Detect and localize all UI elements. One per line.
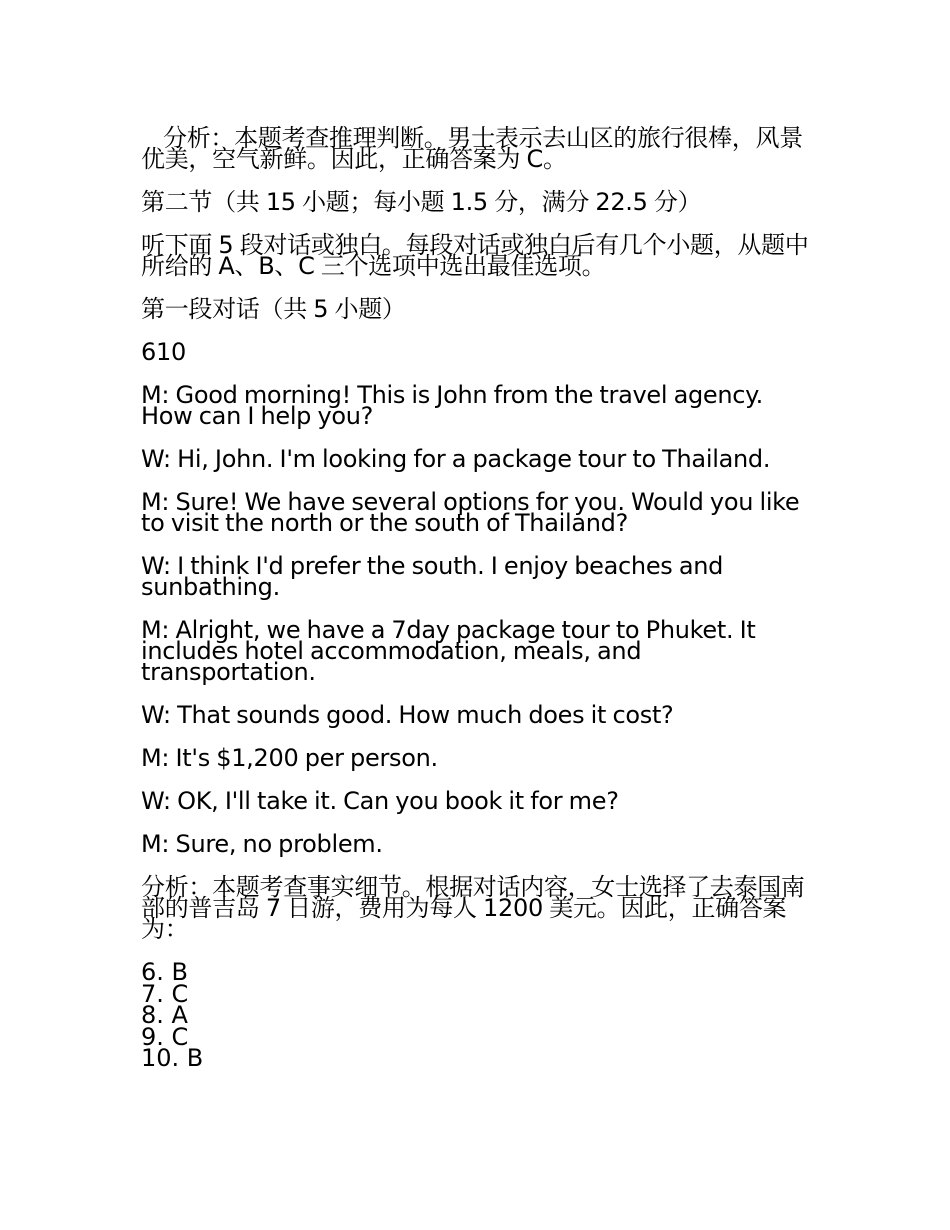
dialogue-line: M: Alright, we have a 7day package tour to Phuket. It includes hotel accommodation, meals, and transportation. <box>141 616 756 686</box>
answer-item: 7. C <box>141 979 189 1008</box>
dialogue-line: M: Good morning! This is John from the travel agency. How can I help you? <box>141 381 763 430</box>
instructions-paragraph: 听下面 5 段对话或独白。每段对话或独白后有几个小题，从题中所给的 A、B、C 三个选项中选出最佳选项。 <box>141 231 809 280</box>
dialogue-line: W: OK, I'll take it. Can you book it for me? <box>141 787 619 815</box>
answer-list <box>141 958 813 1072</box>
dialogue-line: W: That sounds good. How much does it cost? <box>141 701 674 729</box>
answer-item: 6. B <box>141 958 188 986</box>
answer-item: 8. A <box>141 1001 188 1029</box>
analysis-paragraph-2: 分析：本题考查事实细节。根据对话内容，女士选择了去泰国南部的普吉岛 7 日游，费用为每人 1200 美元。因此，正确答案为： <box>141 873 805 943</box>
dialogue-line: M: Sure, no problem. <box>141 830 383 858</box>
dialogue-line: M: Sure! We have several options for you. Would you like to visit the north or the south of Thailand? <box>141 488 800 537</box>
dialogue-line: W: I think I'd prefer the south. I enjoy beaches and sunbathing. <box>141 552 724 601</box>
number-line: 610 <box>141 338 186 366</box>
answer-item: 9. C <box>141 1022 189 1051</box>
answer-item: 10. B <box>141 1044 204 1072</box>
document-page <box>141 124 813 1072</box>
analysis-paragraph-1: 分析：本题考查推理判断。男士表示去山区的旅行很棒，风景优美，空气新鲜。因此，正确答案为 C。 <box>141 124 803 173</box>
dialogue-title: 第一段对话（共 5 小题） <box>141 295 406 323</box>
dialogue-line: M: It's $1,200 per person. <box>141 744 438 772</box>
section-title: 第二节（共 15 小题；每小题 1.5 分，满分 22.5 分） <box>141 188 702 216</box>
dialogue-line: W: Hi, John. I'm looking for a package tour to Thailand. <box>141 445 771 473</box>
